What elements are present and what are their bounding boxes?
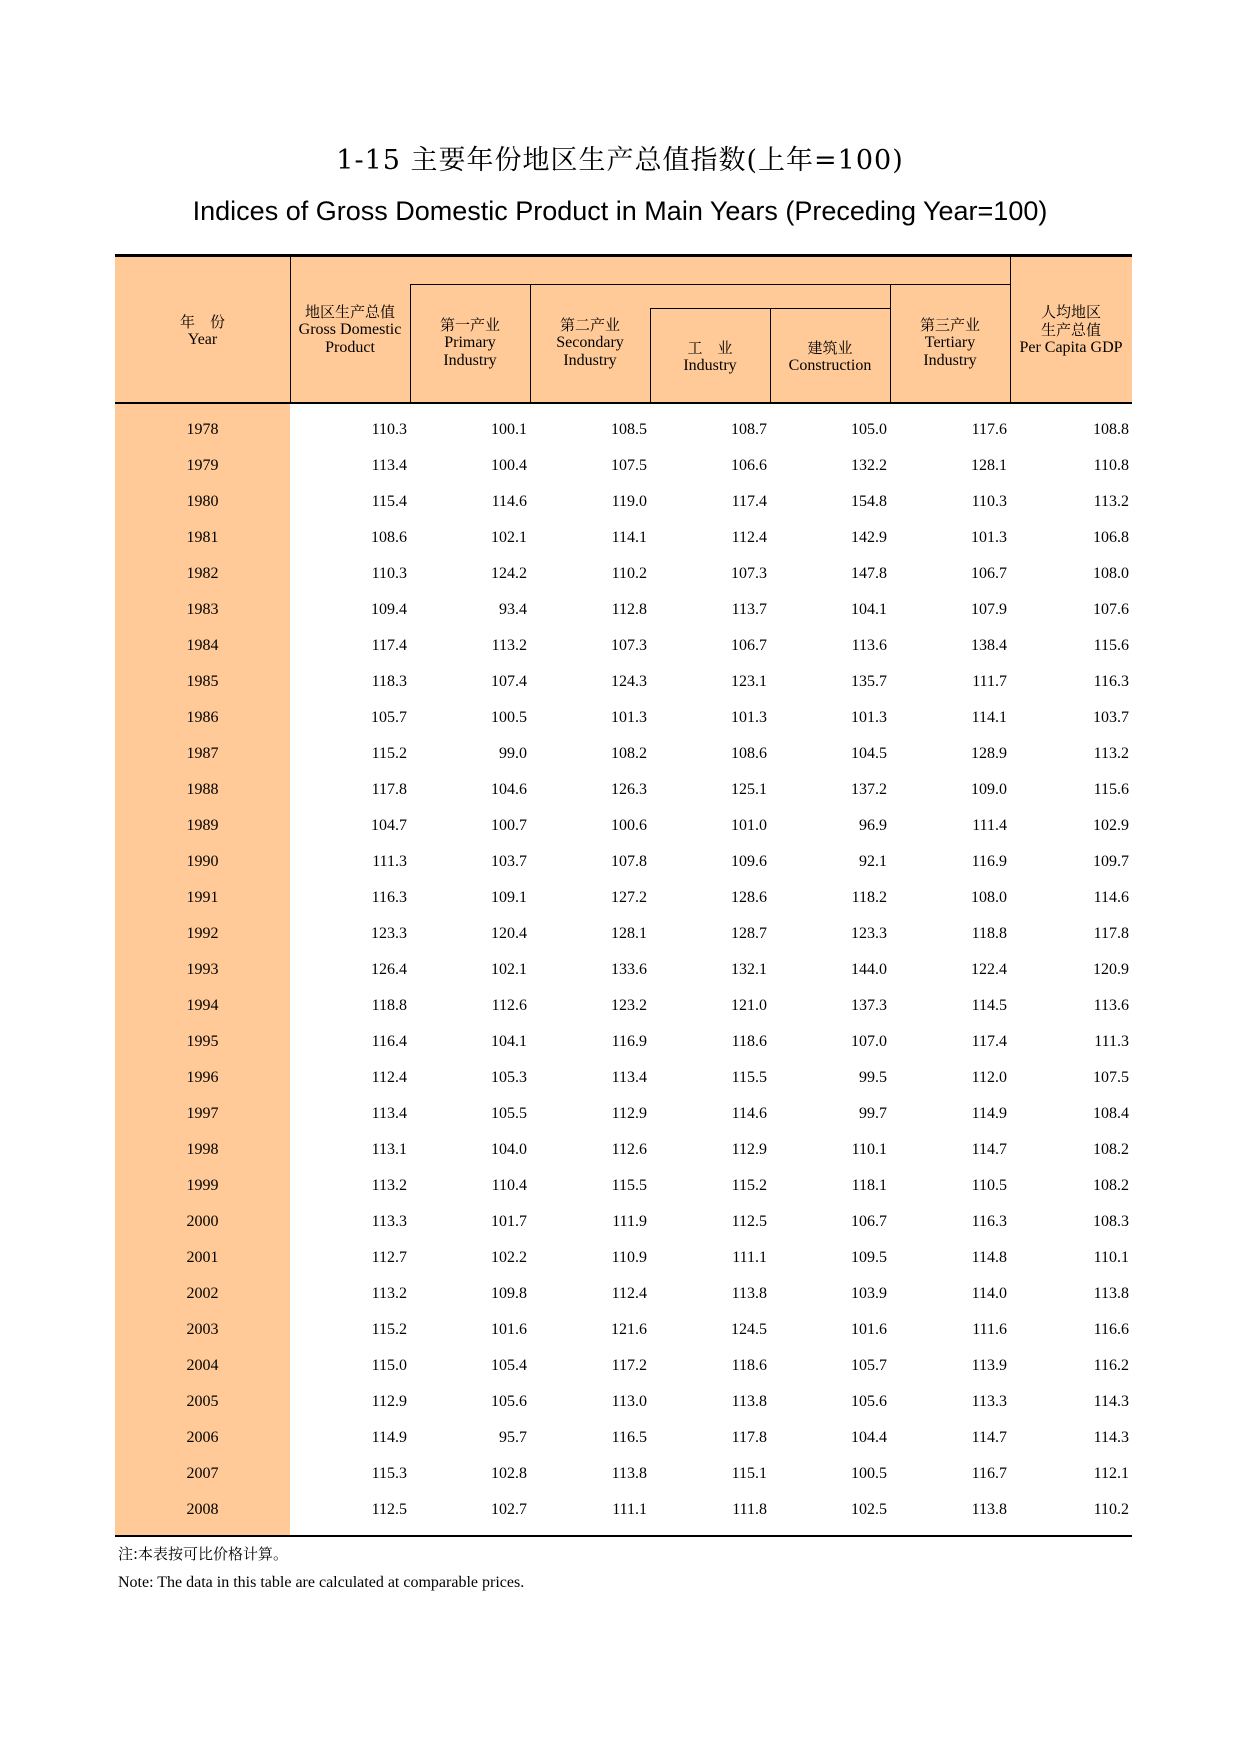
cell-tertiary: 128.1 xyxy=(971,457,1007,474)
table-row xyxy=(115,1456,1132,1492)
cell-year: 1980 xyxy=(186,493,219,510)
cell-secondary: 112.9 xyxy=(611,1105,647,1122)
cell-per-capita-gdp: 108.0 xyxy=(1093,565,1129,582)
header-construction: 建筑业 Construction xyxy=(788,339,872,374)
cell-construction: 106.7 xyxy=(851,1213,887,1230)
cell-primary: 109.1 xyxy=(491,889,527,906)
cell-secondary: 114.1 xyxy=(611,529,647,546)
cell-construction: 154.8 xyxy=(851,493,887,510)
cell-gdp: 112.9 xyxy=(371,1393,407,1410)
cell-primary: 100.7 xyxy=(491,817,527,834)
cell-year: 1997 xyxy=(186,1105,219,1122)
cell-per-capita-gdp: 120.9 xyxy=(1093,961,1129,978)
cell-secondary: 112.4 xyxy=(611,1285,647,1302)
table-row xyxy=(115,1312,1132,1348)
cell-year: 1978 xyxy=(186,421,219,438)
cell-per-capita-gdp: 107.6 xyxy=(1093,601,1129,618)
cell-gdp: 115.2 xyxy=(371,745,407,762)
cell-secondary: 100.6 xyxy=(611,817,647,834)
cell-year: 2008 xyxy=(186,1501,219,1518)
cell-construction: 123.3 xyxy=(851,925,887,942)
cell-year: 1989 xyxy=(186,817,219,834)
cell-primary: 107.4 xyxy=(491,673,527,690)
cell-per-capita-gdp: 113.6 xyxy=(1093,997,1129,1014)
cell-industry: 128.7 xyxy=(731,925,767,942)
cell-tertiary: 108.0 xyxy=(971,889,1007,906)
cell-tertiary: 101.3 xyxy=(971,529,1007,546)
cell-tertiary: 111.6 xyxy=(972,1321,1007,1338)
cell-industry: 106.7 xyxy=(731,637,767,654)
cell-tertiary: 114.1 xyxy=(971,709,1007,726)
cell-secondary: 113.8 xyxy=(611,1465,647,1482)
cell-gdp: 113.2 xyxy=(371,1285,407,1302)
cell-per-capita-gdp: 114.6 xyxy=(1093,889,1129,906)
cell-gdp: 114.9 xyxy=(371,1429,407,1446)
header-industry: 工 业 Industry xyxy=(683,339,737,374)
table-title-english: Indices of Gross Domestic Product in Main Years (Preceding Year=100) xyxy=(192,196,1048,226)
cell-gdp: 118.3 xyxy=(371,673,407,690)
cell-tertiary: 114.5 xyxy=(971,997,1007,1014)
cell-industry: 115.2 xyxy=(731,1177,767,1194)
cell-year: 1981 xyxy=(186,529,219,546)
cell-construction: 118.1 xyxy=(851,1177,887,1194)
cell-construction: 105.6 xyxy=(851,1393,887,1410)
table-row xyxy=(115,556,1132,592)
cell-construction: 100.5 xyxy=(851,1465,887,1482)
table-row xyxy=(115,952,1132,988)
header-secondary: 第二产业 Secondary Industry xyxy=(556,316,624,369)
cell-tertiary: 113.9 xyxy=(971,1357,1007,1374)
cell-tertiary: 113.3 xyxy=(971,1393,1007,1410)
cell-industry: 124.5 xyxy=(731,1321,767,1338)
cell-construction: 104.4 xyxy=(851,1429,887,1446)
cell-industry: 121.0 xyxy=(731,997,767,1014)
cell-industry: 115.5 xyxy=(731,1069,767,1086)
cell-secondary: 108.2 xyxy=(611,745,647,762)
cell-secondary: 121.6 xyxy=(611,1321,647,1338)
cell-industry: 112.5 xyxy=(731,1213,767,1230)
cell-secondary: 113.0 xyxy=(611,1393,647,1410)
cell-gdp: 123.3 xyxy=(371,925,407,942)
cell-primary: 113.2 xyxy=(491,637,527,654)
cell-year: 1983 xyxy=(186,601,219,618)
cell-tertiary: 113.8 xyxy=(971,1501,1007,1518)
cell-year: 2001 xyxy=(186,1249,219,1266)
cell-gdp: 113.3 xyxy=(371,1213,407,1230)
cell-year: 1984 xyxy=(186,637,219,654)
cell-secondary: 108.5 xyxy=(611,421,647,438)
cell-primary: 102.1 xyxy=(491,529,527,546)
cell-industry: 114.6 xyxy=(731,1105,767,1122)
cell-year: 1999 xyxy=(186,1177,219,1194)
cell-industry: 108.7 xyxy=(731,421,767,438)
cell-secondary: 107.3 xyxy=(611,637,647,654)
cell-per-capita-gdp: 112.1 xyxy=(1093,1465,1129,1482)
cell-per-capita-gdp: 108.2 xyxy=(1093,1177,1129,1194)
cell-year: 1985 xyxy=(186,673,219,690)
cell-primary: 114.6 xyxy=(491,493,527,510)
cell-industry: 128.6 xyxy=(731,889,767,906)
cell-gdp: 104.7 xyxy=(371,817,407,834)
cell-tertiary: 114.9 xyxy=(971,1105,1007,1122)
cell-construction: 144.0 xyxy=(851,961,887,978)
cell-industry: 101.3 xyxy=(731,709,767,726)
cell-industry: 106.6 xyxy=(731,457,767,474)
cell-per-capita-gdp: 116.3 xyxy=(1093,673,1129,690)
cell-secondary: 112.6 xyxy=(611,1141,647,1158)
table-row xyxy=(115,520,1132,556)
table-row xyxy=(115,1420,1132,1456)
header-primary: 第一产业 Primary Industry xyxy=(439,316,500,369)
cell-year: 1996 xyxy=(186,1069,219,1086)
cell-year: 2005 xyxy=(186,1393,219,1410)
header-tertiary: 第三产业 Tertiary Industry xyxy=(919,316,980,369)
cell-tertiary: 107.9 xyxy=(971,601,1007,618)
cell-per-capita-gdp: 117.8 xyxy=(1093,925,1129,942)
cell-industry: 118.6 xyxy=(731,1033,767,1050)
table-row xyxy=(115,1204,1132,1240)
cell-gdp: 116.4 xyxy=(371,1033,407,1050)
cell-year: 1992 xyxy=(186,925,219,942)
cell-per-capita-gdp: 110.8 xyxy=(1093,457,1129,474)
cell-per-capita-gdp: 108.8 xyxy=(1093,421,1129,438)
table-body xyxy=(115,412,1132,1528)
cell-secondary: 126.3 xyxy=(611,781,647,798)
cell-industry: 115.1 xyxy=(731,1465,767,1482)
cell-construction: 105.0 xyxy=(851,421,887,438)
cell-primary: 93.4 xyxy=(499,601,527,618)
cell-industry: 117.4 xyxy=(731,493,767,510)
cell-primary: 101.7 xyxy=(491,1213,527,1230)
cell-construction: 118.2 xyxy=(851,889,887,906)
cell-construction: 107.0 xyxy=(851,1033,887,1050)
cell-gdp: 117.8 xyxy=(371,781,407,798)
cell-secondary: 116.5 xyxy=(611,1429,647,1446)
cell-per-capita-gdp: 106.8 xyxy=(1093,529,1129,546)
cell-per-capita-gdp: 110.1 xyxy=(1093,1249,1129,1266)
cell-tertiary: 117.4 xyxy=(971,1033,1007,1050)
table-header xyxy=(115,254,1132,404)
cell-tertiary: 114.8 xyxy=(971,1249,1007,1266)
cell-per-capita-gdp: 102.9 xyxy=(1093,817,1129,834)
cell-secondary: 116.9 xyxy=(611,1033,647,1050)
cell-industry: 125.1 xyxy=(731,781,767,798)
cell-secondary: 110.9 xyxy=(611,1249,647,1266)
cell-primary: 100.1 xyxy=(491,421,527,438)
table-row xyxy=(115,484,1132,520)
cell-per-capita-gdp: 114.3 xyxy=(1093,1393,1129,1410)
cell-gdp: 112.5 xyxy=(371,1501,407,1518)
cell-gdp: 115.4 xyxy=(371,493,407,510)
table-row xyxy=(115,1492,1132,1528)
cell-secondary: 111.1 xyxy=(612,1501,647,1518)
cell-primary: 124.2 xyxy=(491,565,527,582)
cell-secondary: 112.8 xyxy=(611,601,647,618)
cell-construction: 96.9 xyxy=(859,817,887,834)
header-gdp: 地区生产总值 Gross Domestic Product xyxy=(298,303,402,356)
cell-construction: 99.5 xyxy=(859,1069,887,1086)
cell-construction: 92.1 xyxy=(859,853,887,870)
cell-construction: 142.9 xyxy=(851,529,887,546)
cell-construction: 105.7 xyxy=(851,1357,887,1374)
cell-industry: 118.6 xyxy=(731,1357,767,1374)
cell-construction: 104.5 xyxy=(851,745,887,762)
table-row xyxy=(115,1348,1132,1384)
cell-per-capita-gdp: 115.6 xyxy=(1093,781,1129,798)
cell-tertiary: 114.0 xyxy=(971,1285,1007,1302)
cell-year: 1998 xyxy=(186,1141,219,1158)
cell-tertiary: 116.9 xyxy=(971,853,1007,870)
note-chinese: 注:本表按可比价格计算。 xyxy=(118,1545,289,1563)
cell-gdp: 112.7 xyxy=(371,1249,407,1266)
cell-per-capita-gdp: 111.3 xyxy=(1094,1033,1129,1050)
cell-per-capita-gdp: 110.2 xyxy=(1093,1501,1129,1518)
cell-year: 1990 xyxy=(186,853,219,870)
cell-secondary: 124.3 xyxy=(611,673,647,690)
note-english: Note: The data in this table are calculated at comparable prices. xyxy=(118,1574,525,1591)
header-rule xyxy=(650,308,890,309)
cell-per-capita-gdp: 113.8 xyxy=(1093,1285,1129,1302)
cell-construction: 135.7 xyxy=(851,673,887,690)
cell-industry: 112.9 xyxy=(731,1141,767,1158)
cell-industry: 113.7 xyxy=(731,601,767,618)
table-bottom-rule xyxy=(115,1535,1132,1537)
cell-gdp: 116.3 xyxy=(371,889,407,906)
table-row xyxy=(115,880,1132,916)
cell-gdp: 117.4 xyxy=(371,637,407,654)
cell-construction: 132.2 xyxy=(851,457,887,474)
cell-tertiary: 112.0 xyxy=(971,1069,1007,1086)
table-row xyxy=(115,916,1132,952)
cell-gdp: 115.2 xyxy=(371,1321,407,1338)
cell-secondary: 110.2 xyxy=(611,565,647,582)
cell-year: 1993 xyxy=(186,961,219,978)
cell-tertiary: 122.4 xyxy=(971,961,1007,978)
table-row xyxy=(115,1240,1132,1276)
cell-industry: 109.6 xyxy=(731,853,767,870)
cell-gdp: 113.4 xyxy=(371,457,407,474)
cell-primary: 104.6 xyxy=(491,781,527,798)
cell-secondary: 107.5 xyxy=(611,457,647,474)
cell-tertiary: 116.7 xyxy=(971,1465,1007,1482)
cell-primary: 104.1 xyxy=(491,1033,527,1050)
cell-year: 2007 xyxy=(186,1465,219,1482)
cell-construction: 104.1 xyxy=(851,601,887,618)
cell-year: 2002 xyxy=(186,1285,219,1302)
cell-secondary: 115.5 xyxy=(611,1177,647,1194)
cell-tertiary: 128.9 xyxy=(971,745,1007,762)
cell-gdp: 115.0 xyxy=(371,1357,407,1374)
cell-construction: 99.7 xyxy=(859,1105,887,1122)
table-row xyxy=(115,592,1132,628)
table-row xyxy=(115,844,1132,880)
table-row xyxy=(115,448,1132,484)
cell-secondary: 119.0 xyxy=(611,493,647,510)
cell-construction: 137.2 xyxy=(851,781,887,798)
cell-gdp: 118.8 xyxy=(371,997,407,1014)
cell-primary: 112.6 xyxy=(491,997,527,1014)
table-row xyxy=(115,1024,1132,1060)
cell-construction: 147.8 xyxy=(851,565,887,582)
table-row xyxy=(115,808,1132,844)
cell-secondary: 113.4 xyxy=(611,1069,647,1086)
cell-year: 2006 xyxy=(186,1429,219,1446)
table-row xyxy=(115,628,1132,664)
table-row xyxy=(115,772,1132,808)
table-title-chinese: 1-15 主要年份地区生产总值指数(上年=100) xyxy=(336,145,904,176)
cell-gdp: 110.3 xyxy=(371,421,407,438)
cell-primary: 104.0 xyxy=(491,1141,527,1158)
cell-construction: 110.1 xyxy=(851,1141,887,1158)
cell-per-capita-gdp: 116.6 xyxy=(1093,1321,1129,1338)
cell-gdp: 109.4 xyxy=(371,601,407,618)
cell-gdp: 115.3 xyxy=(371,1465,407,1482)
cell-year: 2000 xyxy=(186,1213,219,1230)
cell-per-capita-gdp: 108.3 xyxy=(1093,1213,1129,1230)
cell-tertiary: 109.0 xyxy=(971,781,1007,798)
table-row xyxy=(115,736,1132,772)
cell-primary: 103.7 xyxy=(491,853,527,870)
cell-gdp: 126.4 xyxy=(371,961,407,978)
cell-year: 2004 xyxy=(186,1357,219,1374)
cell-tertiary: 138.4 xyxy=(971,637,1007,654)
cell-tertiary: 106.7 xyxy=(971,565,1007,582)
cell-per-capita-gdp: 108.4 xyxy=(1093,1105,1129,1122)
table-row xyxy=(115,988,1132,1024)
cell-tertiary: 116.3 xyxy=(971,1213,1007,1230)
table-row xyxy=(115,1276,1132,1312)
cell-tertiary: 118.8 xyxy=(971,925,1007,942)
cell-primary: 102.8 xyxy=(491,1465,527,1482)
table-row xyxy=(115,1132,1132,1168)
cell-industry: 111.8 xyxy=(732,1501,767,1518)
cell-tertiary: 111.7 xyxy=(972,673,1007,690)
cell-construction: 102.5 xyxy=(851,1501,887,1518)
cell-industry: 112.4 xyxy=(731,529,767,546)
header-rule xyxy=(410,284,1010,285)
cell-construction: 103.9 xyxy=(851,1285,887,1302)
cell-construction: 101.3 xyxy=(851,709,887,726)
cell-year: 1994 xyxy=(186,997,219,1014)
cell-gdp: 113.2 xyxy=(371,1177,407,1194)
cell-primary: 105.6 xyxy=(491,1393,527,1410)
cell-primary: 105.5 xyxy=(491,1105,527,1122)
cell-gdp: 110.3 xyxy=(371,565,407,582)
cell-secondary: 128.1 xyxy=(611,925,647,942)
cell-industry: 132.1 xyxy=(731,961,767,978)
cell-secondary: 107.8 xyxy=(611,853,647,870)
cell-year: 1982 xyxy=(186,565,219,582)
cell-primary: 110.4 xyxy=(491,1177,527,1194)
cell-year: 2003 xyxy=(186,1321,219,1338)
table-row xyxy=(115,1060,1132,1096)
table-row xyxy=(115,664,1132,700)
cell-gdp: 112.4 xyxy=(371,1069,407,1086)
cell-per-capita-gdp: 109.7 xyxy=(1093,853,1129,870)
cell-gdp: 113.1 xyxy=(371,1141,407,1158)
cell-year: 1987 xyxy=(186,745,219,762)
cell-construction: 101.6 xyxy=(851,1321,887,1338)
cell-secondary: 123.2 xyxy=(611,997,647,1014)
cell-industry: 108.6 xyxy=(731,745,767,762)
table-row xyxy=(115,1384,1132,1420)
cell-tertiary: 114.7 xyxy=(971,1429,1007,1446)
cell-industry: 123.1 xyxy=(731,673,767,690)
header-year: 年 份 Year xyxy=(179,313,225,348)
cell-per-capita-gdp: 108.2 xyxy=(1093,1141,1129,1158)
cell-construction: 109.5 xyxy=(851,1249,887,1266)
cell-tertiary: 110.5 xyxy=(971,1177,1007,1194)
cell-year: 1988 xyxy=(186,781,219,798)
cell-primary: 109.8 xyxy=(491,1285,527,1302)
cell-per-capita-gdp: 114.3 xyxy=(1093,1429,1129,1446)
cell-gdp: 113.4 xyxy=(371,1105,407,1122)
cell-primary: 102.7 xyxy=(491,1501,527,1518)
cell-gdp: 111.3 xyxy=(372,853,407,870)
cell-gdp: 108.6 xyxy=(371,529,407,546)
cell-industry: 111.1 xyxy=(732,1249,767,1266)
cell-per-capita-gdp: 116.2 xyxy=(1093,1357,1129,1374)
cell-year: 1979 xyxy=(186,457,219,474)
cell-industry: 113.8 xyxy=(731,1393,767,1410)
cell-secondary: 127.2 xyxy=(611,889,647,906)
table-row xyxy=(115,412,1132,448)
cell-construction: 137.3 xyxy=(851,997,887,1014)
table-row xyxy=(115,1096,1132,1132)
cell-primary: 99.0 xyxy=(499,745,527,762)
cell-secondary: 101.3 xyxy=(611,709,647,726)
cell-per-capita-gdp: 115.6 xyxy=(1093,637,1129,654)
cell-per-capita-gdp: 103.7 xyxy=(1093,709,1129,726)
table-row xyxy=(115,1168,1132,1204)
table-row xyxy=(115,700,1132,736)
cell-year: 1991 xyxy=(186,889,219,906)
cell-primary: 102.1 xyxy=(491,961,527,978)
cell-secondary: 117.2 xyxy=(611,1357,647,1374)
cell-year: 1995 xyxy=(186,1033,219,1050)
cell-primary: 105.3 xyxy=(491,1069,527,1086)
cell-gdp: 105.7 xyxy=(371,709,407,726)
cell-per-capita-gdp: 107.5 xyxy=(1093,1069,1129,1086)
cell-industry: 117.8 xyxy=(731,1429,767,1446)
cell-primary: 101.6 xyxy=(491,1321,527,1338)
cell-year: 1986 xyxy=(186,709,219,726)
cell-primary: 102.2 xyxy=(491,1249,527,1266)
cell-per-capita-gdp: 113.2 xyxy=(1093,745,1129,762)
cell-secondary: 133.6 xyxy=(611,961,647,978)
cell-industry: 107.3 xyxy=(731,565,767,582)
cell-tertiary: 114.7 xyxy=(971,1141,1007,1158)
cell-tertiary: 111.4 xyxy=(972,817,1007,834)
cell-tertiary: 110.3 xyxy=(971,493,1007,510)
cell-tertiary: 117.6 xyxy=(971,421,1007,438)
cell-industry: 101.0 xyxy=(731,817,767,834)
cell-secondary: 111.9 xyxy=(612,1213,647,1230)
cell-primary: 95.7 xyxy=(499,1429,527,1446)
cell-industry: 113.8 xyxy=(731,1285,767,1302)
header-per-capita-gdp: 人均地区 生产总值 Per Capita GDP xyxy=(1019,303,1123,356)
cell-primary: 100.4 xyxy=(491,457,527,474)
cell-per-capita-gdp: 113.2 xyxy=(1093,493,1129,510)
cell-primary: 100.5 xyxy=(491,709,527,726)
cell-primary: 120.4 xyxy=(491,925,527,942)
cell-primary: 105.4 xyxy=(491,1357,527,1374)
cell-construction: 113.6 xyxy=(851,637,887,654)
